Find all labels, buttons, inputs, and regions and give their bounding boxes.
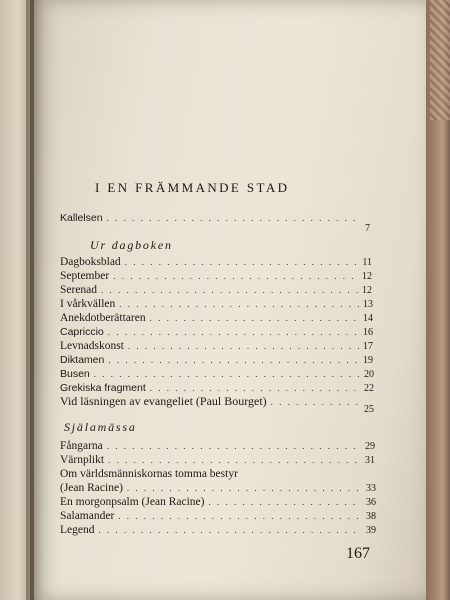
toc-entry-page: 20 [364, 369, 374, 380]
toc-entry-title: Fångarna [60, 440, 103, 452]
leader-dots [150, 313, 359, 323]
leader-dots [94, 369, 360, 379]
toc-entry-title: Kallelsen [60, 212, 103, 224]
page-gutter [26, 0, 44, 600]
toc-entry-title: Anekdotberättaren [60, 312, 146, 324]
toc-entry [60, 496, 376, 510]
toc-entry-page: 33 [366, 483, 376, 494]
leader-dots [98, 525, 362, 535]
toc-entry-page: 13 [363, 299, 373, 310]
toc-entry [60, 440, 375, 454]
toc-entry-page: 11 [362, 257, 372, 268]
toc-entry [60, 340, 373, 354]
leader-dots [101, 285, 358, 295]
leader-dots [108, 355, 359, 365]
leader-dots [107, 213, 361, 223]
toc-entry [60, 326, 373, 340]
toc-entry [60, 454, 375, 468]
leader-dots [208, 497, 362, 507]
toc-entry [60, 256, 372, 270]
toc-entry-title: (Jean Racine) [60, 482, 123, 494]
leader-dots [118, 511, 362, 521]
page-number: 167 [346, 545, 370, 562]
toc-entry-page: 19 [363, 355, 373, 366]
toc-entry-title: Vid läsningen av evangeliet (Paul Bourget) [60, 394, 267, 408]
leader-dots [128, 341, 359, 351]
toc-entry-title: Värnplikt [60, 454, 105, 466]
toc-entry-page: 29 [365, 441, 375, 452]
toc-entry [60, 468, 375, 482]
toc-entry-title: Om världsmänniskornas tomma bestyr [60, 468, 238, 480]
toc-entry-page: 39 [366, 525, 376, 536]
leader-dots [107, 441, 361, 451]
toc-entry-page: 16 [363, 327, 373, 338]
toc-entry-title: Grekiska fragment [60, 382, 146, 394]
toc-entry-title: Capriccio [60, 326, 104, 338]
toc-entry-page: 12 [362, 271, 372, 282]
toc-entry-page: 14 [363, 313, 373, 324]
toc-entry [60, 368, 374, 382]
toc-entry-title: Legend [60, 524, 95, 536]
toc-entry-title: Serenad [60, 284, 98, 296]
toc-entry-page: 17 [363, 341, 373, 352]
leader-dots [271, 397, 360, 407]
section-heading-ur-dagboken: Ur dagboken [90, 238, 173, 252]
leader-dots [127, 483, 362, 493]
leader-dots [113, 271, 358, 281]
toc-entry-page: 7 [365, 223, 370, 234]
toc-entry-page: 31 [365, 455, 375, 466]
toc-entry [60, 312, 373, 326]
toc-entry-title: Levnadskonst [60, 340, 124, 352]
toc-entry [60, 354, 373, 368]
toc-entry-page: 25 [364, 404, 374, 415]
toc-entry [60, 524, 376, 538]
page-title: I EN FRÄMMANDE STAD [95, 180, 290, 195]
toc-entry [60, 270, 372, 284]
cover-pattern [430, 0, 450, 120]
section-heading-sjalamassa: Själamässa [64, 420, 137, 434]
toc-entry [60, 394, 374, 415]
toc-entry-title: Salamander [60, 510, 115, 522]
toc-entry-page: 12 [362, 285, 372, 296]
toc-entry-title: Dagboksblad [60, 256, 121, 268]
leader-dots [125, 257, 359, 267]
toc-entry-title: I vårkvällen [60, 298, 116, 310]
toc-entry-kallelsen [60, 212, 370, 234]
toc-entry-title: Busen [60, 368, 90, 380]
toc-entry [60, 298, 373, 312]
leader-dots [108, 455, 361, 465]
toc-entry-title: En morgonpsalm (Jean Racine) [60, 496, 205, 508]
toc-entry [60, 284, 372, 298]
toc-entry-page: 38 [366, 511, 376, 522]
toc-entry-title: September [60, 270, 110, 282]
toc-entry [60, 510, 376, 524]
toc-entry-page: 22 [364, 383, 374, 394]
toc-entry-title: Diktamen [60, 354, 105, 366]
toc-entry-page: 36 [366, 497, 376, 508]
leader-dots [119, 299, 359, 309]
leader-dots [108, 327, 359, 337]
leader-dots [150, 383, 360, 393]
toc-entry [60, 482, 376, 496]
